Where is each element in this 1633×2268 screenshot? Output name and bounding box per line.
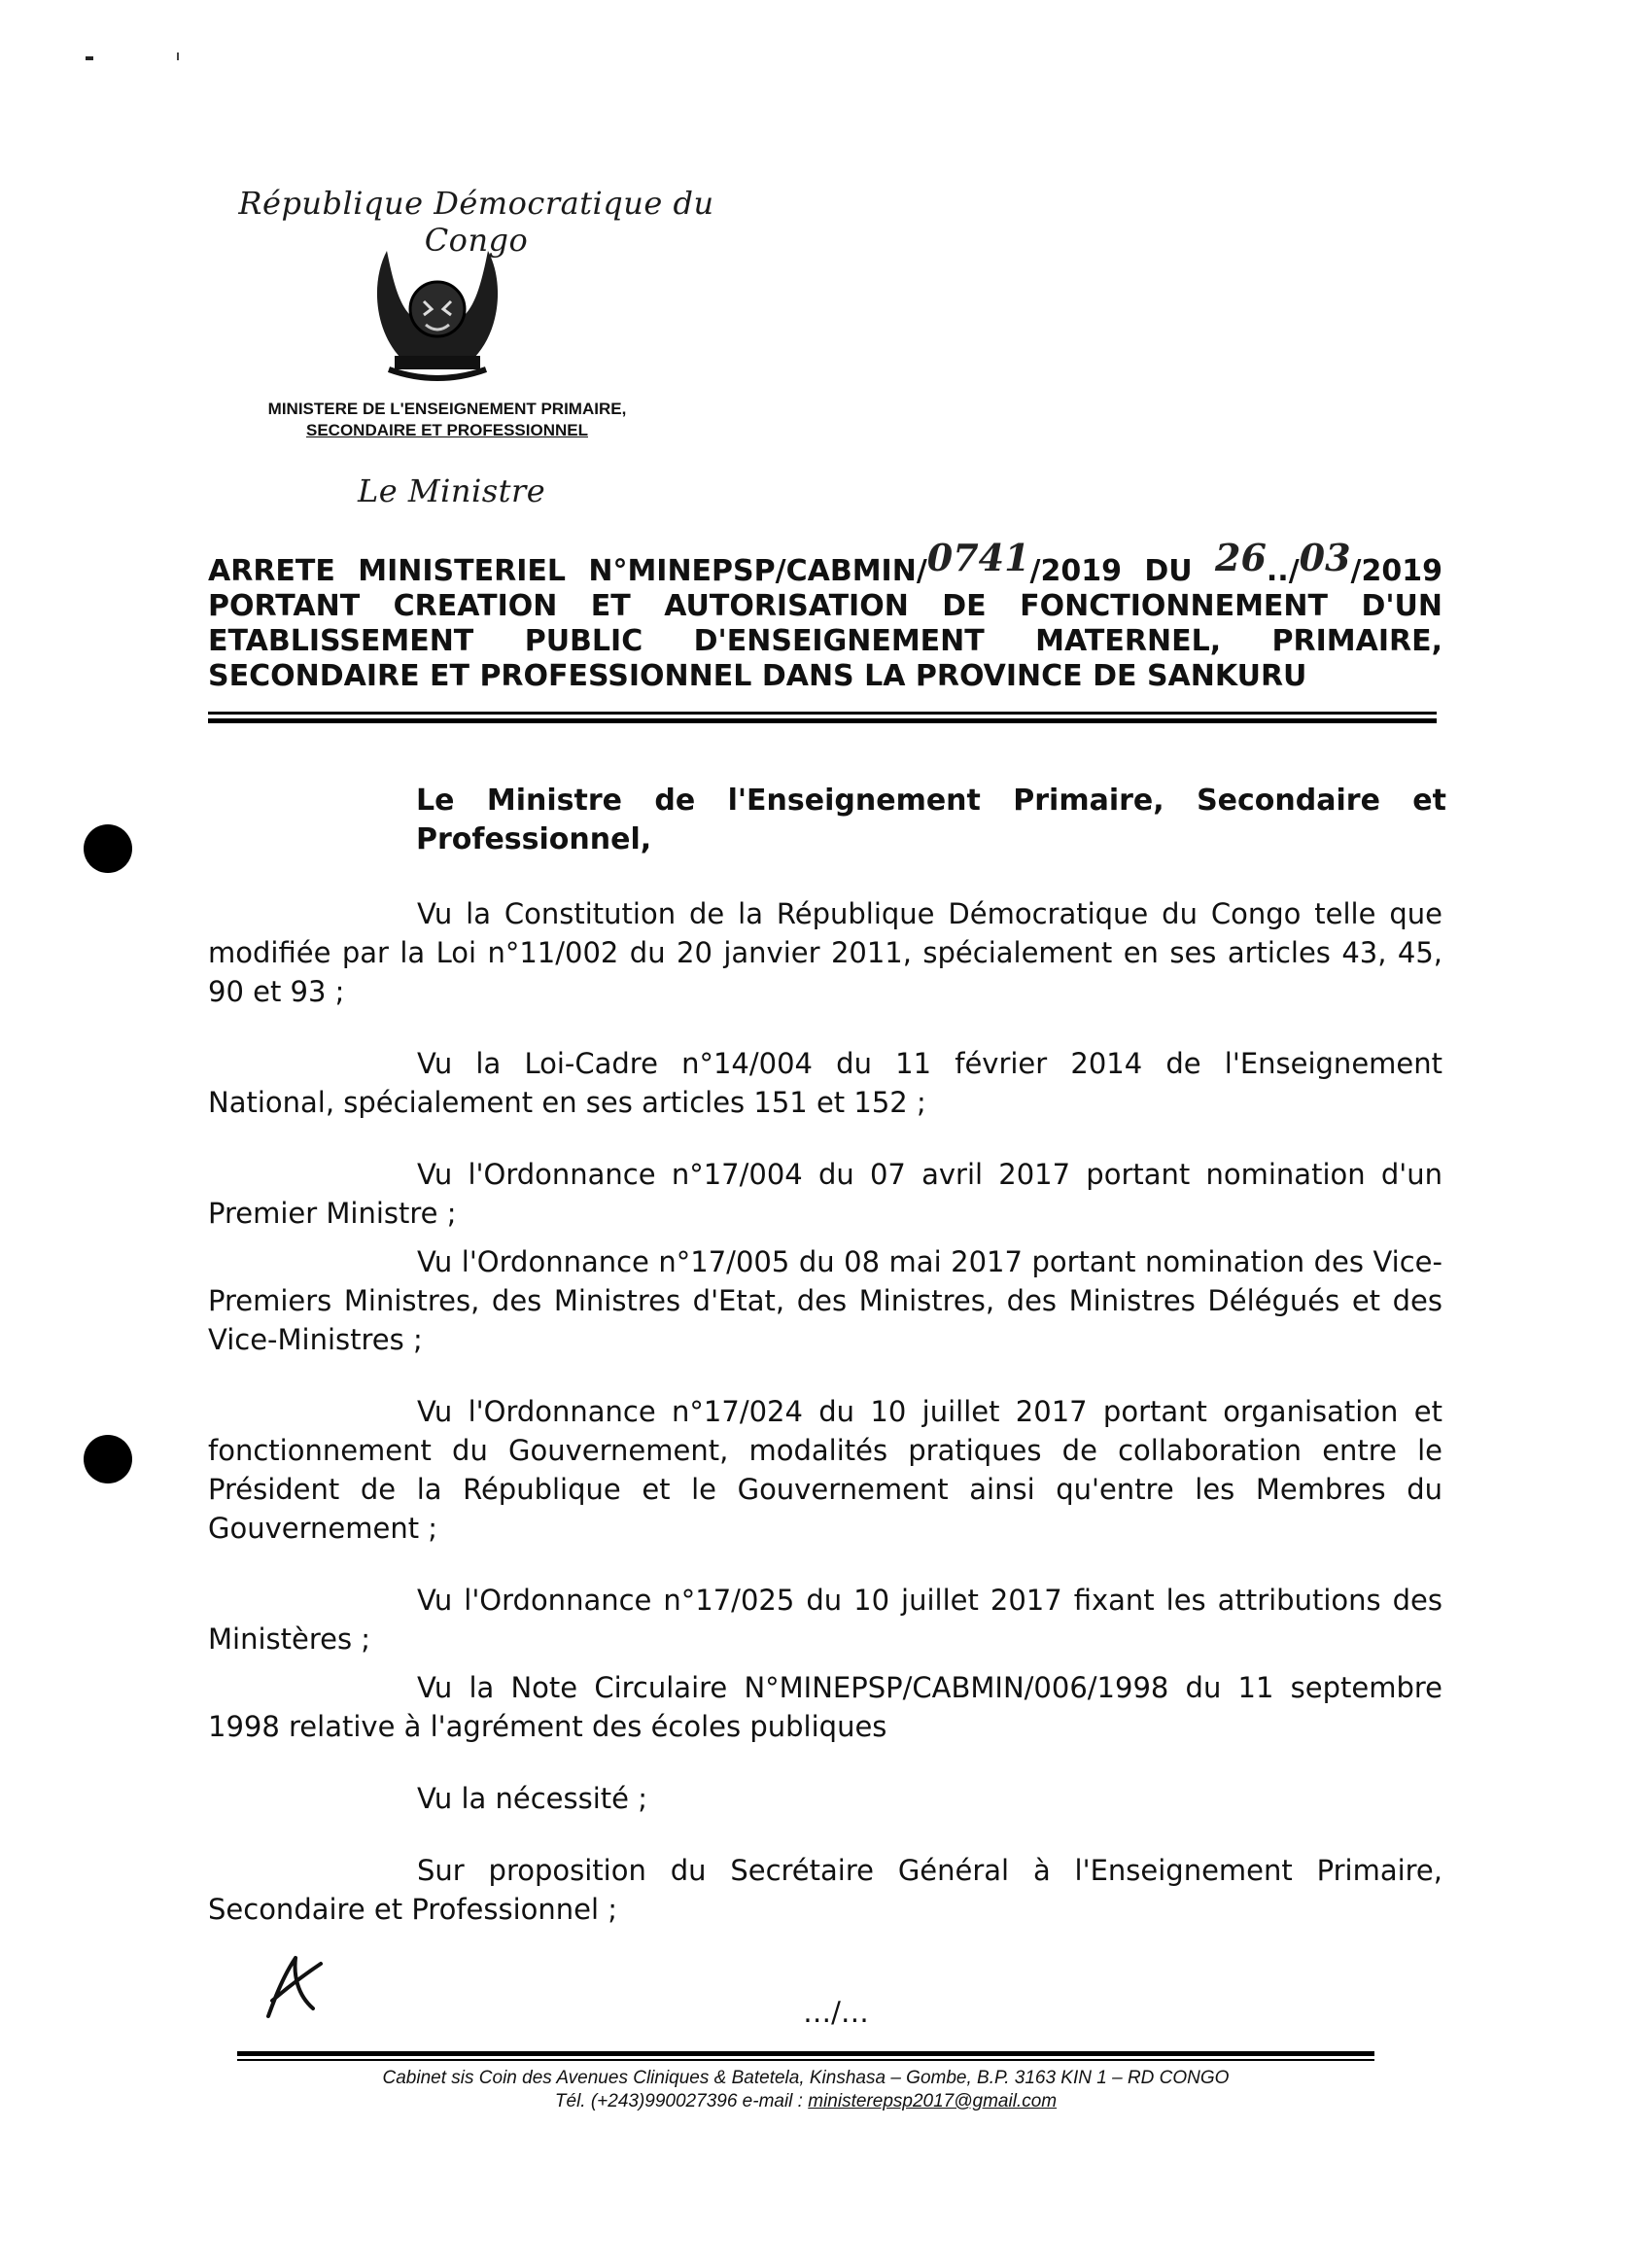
title-line-2: PORTANT CREATION ET AUTORISATION DE FONCTIONNEMENT D'UN — [208, 589, 1442, 623]
paragraph-constitution: Vu la Constitution de la République Démocratique du Congo telle que modifiée par la Loi n°11/002 du 20 janvier 2011, spécialement en ses articles 43, 45, 90 et 93 ; — [208, 897, 1442, 1008]
title-year-1: /2019 — [1029, 554, 1122, 588]
title-du: DU — [1144, 554, 1193, 588]
footer-rule — [237, 2051, 1374, 2063]
minister-heading: Le Ministre de l'Enseignement Primaire, Secondaire et Professionnel, — [416, 784, 1446, 856]
ministry-line-1: MINISTERE DE L'ENSEIGNEMENT PRIMAIRE, — [267, 400, 627, 418]
scan-mark — [86, 56, 93, 60]
handwritten-decree-number: 0741 — [926, 536, 1030, 579]
footer-telephone: Tél. (+243)990027396 e-mail : — [554, 2091, 809, 2111]
title-rule — [208, 712, 1437, 725]
hole-punch-middle — [84, 1435, 132, 1483]
decree-title — [208, 536, 1442, 694]
ministry-name — [224, 399, 671, 441]
republic-heading: République Démocratique du Congo — [238, 185, 714, 259]
paragraph-loi-cadre: Vu la Loi-Cadre n°14/004 du 11 février 2014 de l'Enseignement National, spécialement en ses articles 151 et 152 ; — [208, 1047, 1442, 1119]
continuation-mark: …/… — [803, 1996, 869, 2029]
paragraph-ordonnance-17-004: Vu l'Ordonnance n°17/004 du 07 avril 2017 portant nomination d'un Premier Ministre ; — [208, 1158, 1442, 1230]
title-sep: ../ — [1266, 554, 1300, 588]
paragraph-note-circulaire: Vu la Note Circulaire N°MINEPSP/CABMIN/006/1998 du 11 septembre 1998 relative à l'agrément des écoles publiques — [208, 1671, 1442, 1743]
paragraph-ordonnance-17-025: Vu l'Ordonnance n°17/025 du 10 juillet 2017 fixant les attributions des Ministères ; — [208, 1584, 1442, 1656]
footer-email-link[interactable]: ministerepsp2017@gmail.com — [808, 2091, 1058, 2111]
coat-of-arms-emblem — [367, 241, 507, 389]
paragraph-ordonnance-17-024: Vu l'Ordonnance n°17/024 du 10 juillet 2017 portant organisation et fonctionnement du Gouvernement, modalités pratiques de collaboration entre le Président de la République et le Gouvernement ainsi qu'entre les Membres du Gouvernement ; — [208, 1395, 1442, 1545]
handwritten-initial — [257, 1946, 334, 2024]
hole-punch-top — [84, 824, 132, 873]
handwritten-day: 26 — [1215, 536, 1267, 579]
title-line-3: ETABLISSEMENT PUBLIC D'ENSEIGNEMENT MATERNEL, PRIMAIRE, — [208, 624, 1442, 658]
footer-contact-line — [237, 2090, 1374, 2113]
title-line-4: SECONDAIRE ET PROFESSIONNEL DANS LA PROVINCE DE SANKURU — [208, 659, 1307, 693]
preamble-paragraphs — [208, 894, 1442, 1929]
scan-mark — [177, 52, 179, 60]
paragraph-proposition: Sur proposition du Secrétaire Général à l'Enseignement Primaire, Secondaire et Professionnel ; — [208, 1854, 1442, 1926]
le-ministre-heading: Le Ministre — [358, 472, 546, 509]
paragraph-necessite: Vu la nécessité ; — [417, 1782, 647, 1815]
footer-address — [237, 2067, 1374, 2113]
title-year-2: /2019 — [1350, 554, 1442, 588]
ministry-line-2: SECONDAIRE ET PROFESSIONNEL — [306, 421, 588, 439]
footer-address-line: Cabinet sis Coin des Avenues Cliniques & Batetela, Kinshasa – Gombe, B.P. 3163 KIN 1 – RD CONGO — [382, 2068, 1230, 2088]
title-line-1 — [208, 536, 1442, 589]
handwritten-month: 03 — [1299, 536, 1351, 579]
paragraph-ordonnance-17-005: Vu l'Ordonnance n°17/005 du 08 mai 2017 portant nomination des Vice-Premiers Ministres, des Ministres d'Etat, des Ministres, des Ministres Délégués et des Vice-Ministres ; — [208, 1245, 1442, 1356]
title-prefix: ARRETE MINISTERIEL N°MINEPSP/CABMIN/ — [208, 554, 927, 588]
